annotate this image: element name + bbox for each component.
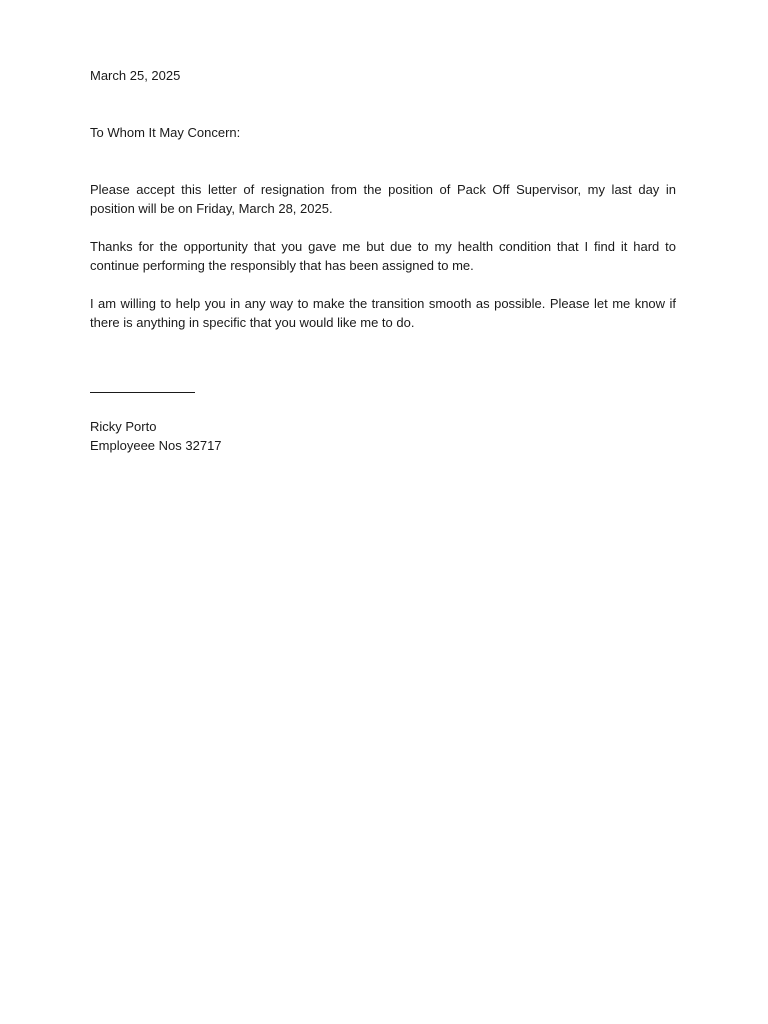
letter-date: March 25, 2025 (90, 68, 181, 83)
body-paragraph: Please accept this letter of resignation from the position of Pack Off Supervisor, my last day in position will be on Friday, March 28, 2025. (90, 182, 676, 216)
employee-number: Employeee Nos 32717 (90, 438, 222, 453)
letter-salutation: To Whom It May Concern: (90, 125, 241, 140)
letter-page (90, 66, 676, 455)
sign-off-block (90, 417, 676, 455)
letter-body (90, 180, 676, 332)
body-paragraph: I am willing to help you in any way to make the transition smooth as possible. Please let me know if there is anything in specific that you would like me to do. (90, 296, 676, 330)
signer-name: Ricky Porto (90, 419, 157, 434)
body-paragraph: Thanks for the opportunity that you gave me but due to my health condition that I find it hard to continue performing the responsibly that has been assigned to me. (90, 239, 676, 273)
signature-line (90, 392, 195, 393)
